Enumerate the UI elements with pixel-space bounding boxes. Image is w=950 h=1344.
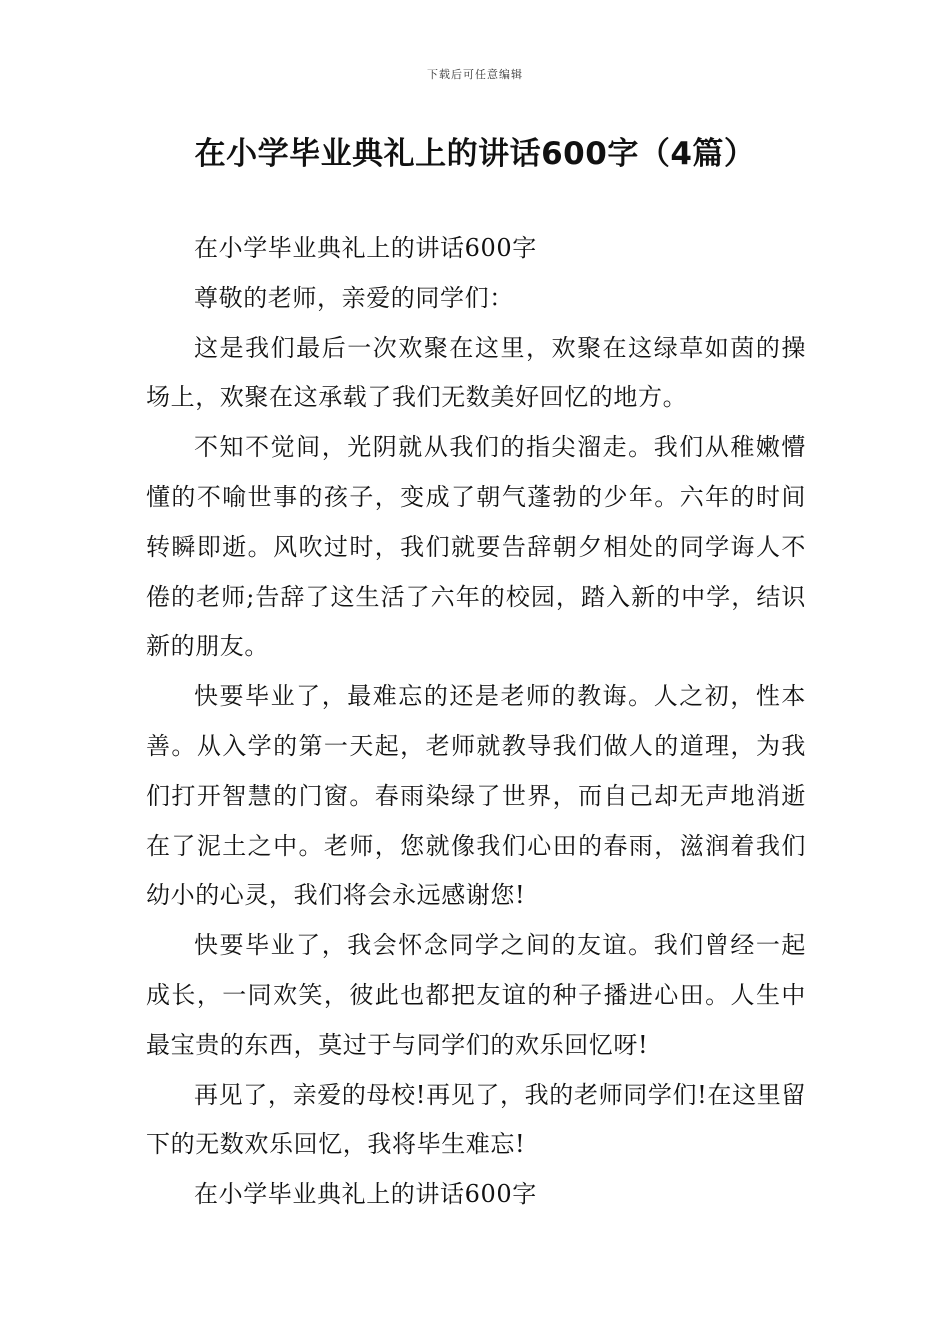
body-paragraph: 快要毕业了，最难忘的还是老师的教诲。人之初，性本善。从入学的第一天起，老师就教导我们做人的道理，为我们打开智慧的门窗。春雨染绿了世界，而自己却无声地消逝在了泥土之中。老师，您就像我们心田的春雨，滋润着我们幼小的心灵，我们将会永远感谢您!	[146, 682, 806, 910]
body-paragraph: 快要毕业了，我会怀念同学之间的友谊。我们曾经一起成长，一同欢笑，彼此也都把友谊的种子播进心田。人生中最宝贵的东西，莫过于与同学们的欢乐回忆呀!	[146, 931, 806, 1059]
subtitle-paragraph: 在小学毕业典礼上的讲话600字	[194, 234, 537, 262]
document-body	[146, 224, 806, 1220]
salutation-paragraph: 尊敬的老师，亲爱的同学们：	[194, 283, 514, 312]
document-title: 在小学毕业典礼上的讲话600字（4篇）	[194, 136, 756, 172]
body-paragraph: 再见了，亲爱的母校!再见了，我的老师同学们!在这里留下的无数欢乐回忆，我将毕生难忘!	[146, 1080, 806, 1159]
body-paragraph: 不知不觉间，光阴就从我们的指尖溜走。我们从稚嫩懵懂的不喻世事的孩子，变成了朝气蓬勃的少年。六年的时间转瞬即逝。风吹过时，我们就要告辞朝夕相处的同学诲人不倦的老师;告辞了这生活了六年的校园，踏入新的中学，结识新的朋友。	[146, 433, 806, 661]
body-paragraph: 这是我们最后一次欢聚在这里，欢聚在这绿草如茵的操场上，欢聚在这承载了我们无数美好回忆的地方。	[146, 333, 806, 412]
next-section-heading: 在小学毕业典礼上的讲话600字	[194, 1180, 537, 1209]
header-note: 下载后可任意编辑	[427, 68, 523, 81]
